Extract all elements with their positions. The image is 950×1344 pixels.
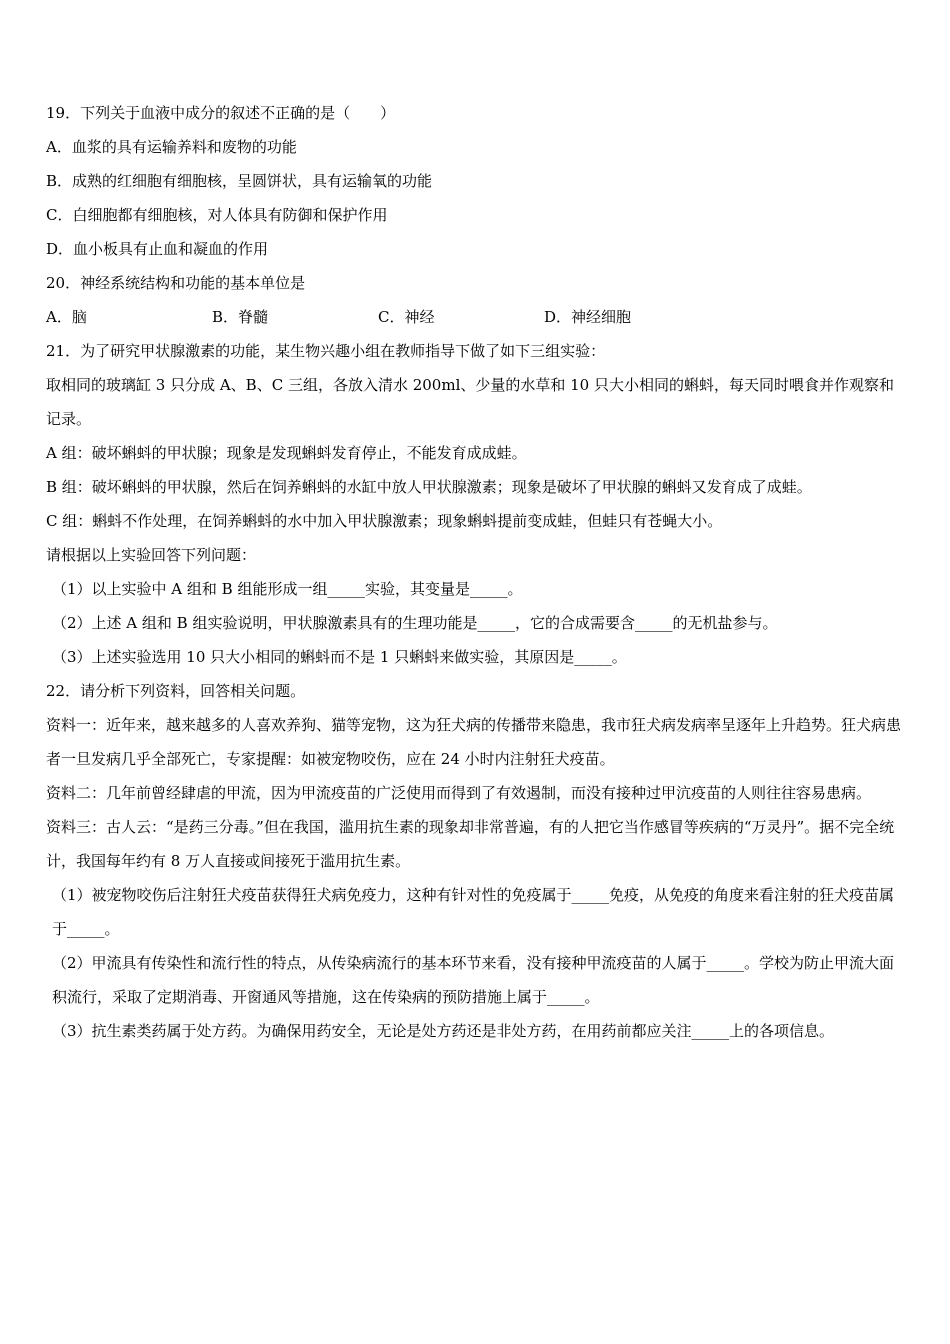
question-21-group-b: B 组：破坏蝌蚪的甲状腺，然后在饲养蝌蚪的水缸中放人甲状腺激素；现象是破坏了甲状腺的蝌蚪又发育成了成蛙。 xyxy=(46,478,812,496)
question-19-option-d: D．血小板具有止血和凝血的作用 xyxy=(46,240,269,258)
page-content xyxy=(46,96,908,1048)
question-21-sub-1: （1）以上实验中 A 组和 B 组能形成一组_____实验，其变量是_____。 xyxy=(52,580,523,598)
question-21-sub-3: （3）上述实验选用 10 只大小相同的蝌蚪而不是 1 只蝌蚪来做实验，其原因是_____。 xyxy=(52,648,627,666)
question-20-stem: 20．神经系统结构和功能的基本单位是 xyxy=(46,274,306,292)
question-19-option-b: B．成熟的红细胞有细胞核，呈圆饼状，具有运输氧的功能 xyxy=(46,172,433,190)
question-20-option-a: A．脑 xyxy=(46,308,87,326)
question-22-material-3: 资料三：古人云：“是药三分毒。”但在我国，滥用抗生素的现象却非常普遍，有的人把它当作感冒等疾病的“万灵丹”。据不完全统计，我国每年约有 8 万人直接或间接死于滥用抗生素。 xyxy=(46,818,895,870)
question-22-sub-2: （2）甲流具有传染性和流行性的特点，从传染病流行的基本环节来看，没有接种甲流疫苗的人属于_____。学校为防止甲流大面积流行，采取了定期消毒、开窗通风等措施，这在传染病的预防措施上属于_____。 xyxy=(52,954,895,1006)
question-20-option-b: B．脊髓 xyxy=(212,308,269,326)
question-19-option-a: A．血浆的具有运输养料和废物的功能 xyxy=(46,138,297,156)
question-21-group-c: C 组：蝌蚪不作处理，在饲养蝌蚪的水中加入甲状腺激素；现象蝌蚪提前变成蛙，但蛙只有苍蝇大小。 xyxy=(46,512,723,530)
question-21-intro: 取相同的玻璃缸 3 只分成 A、B、C 三组，各放入清水 200ml、少量的水草和 10 只大小相同的蝌蚪，每天同时喂食并作观察和记录。 xyxy=(46,376,894,428)
question-19-stem: 19．下列关于血液中成分的叙述不正确的是（ ） xyxy=(46,104,396,122)
question-21-stem: 21．为了研究甲状腺激素的功能，某生物兴趣小组在教师指导下做了如下三组实验： xyxy=(46,342,606,360)
question-22-material-2: 资料二：几年前曾经肆虐的甲流，因为甲流疫苗的广泛使用而得到了有效遏制，而没有接种过甲沆疫苗的人则往往容易患病。 xyxy=(46,784,872,802)
question-20-option-d: D．神经细胞 xyxy=(544,308,632,326)
question-19-option-c: C．白细胞都有细胞核，对人体具有防御和保护作用 xyxy=(46,206,388,224)
question-22-stem: 22．请分析下列资料，回答相关问题。 xyxy=(46,682,306,700)
question-22-material-1: 资料一：近年来，越来越多的人喜欢养狗、猫等宠物，这为狂犬病的传播带来隐患，我市狂犬病发病率呈逐年上升趋势。狂犬病患者一旦发病几乎全部死亡，专家提醒：如被宠物咬伤，应在 24 小时内注射狂犬疫苗。 xyxy=(46,716,902,768)
question-22-sub-1: （1）被宠物咬伤后注射狂犬疫苗获得狂犬病免疫力，这种有针对性的免疫属于_____免疫，从免疫的角度来看注射的狂犬疫苗属于_____。 xyxy=(52,886,895,938)
question-22-sub-3: （3）抗生素类药属于处方药。为确保用药安全，无论是处方药还是非处方药，在用药前都应关注_____上的各项信息。 xyxy=(52,1022,835,1040)
question-21-sub-2: （2）上述 A 组和 B 组实验说明，甲状腺激素具有的生理功能是_____，它的合成需要含_____的无机盐参与。 xyxy=(52,614,778,632)
question-21-prompt: 请根据以上实验回答下列问题： xyxy=(46,546,257,564)
question-20-options xyxy=(46,300,908,334)
question-21-group-a: A 组：破坏蝌蚪的甲状腺；现象是发现蝌蚪发育停止，不能发育成成蛙。 xyxy=(46,444,527,462)
question-20-option-c: C．神经 xyxy=(378,308,435,326)
